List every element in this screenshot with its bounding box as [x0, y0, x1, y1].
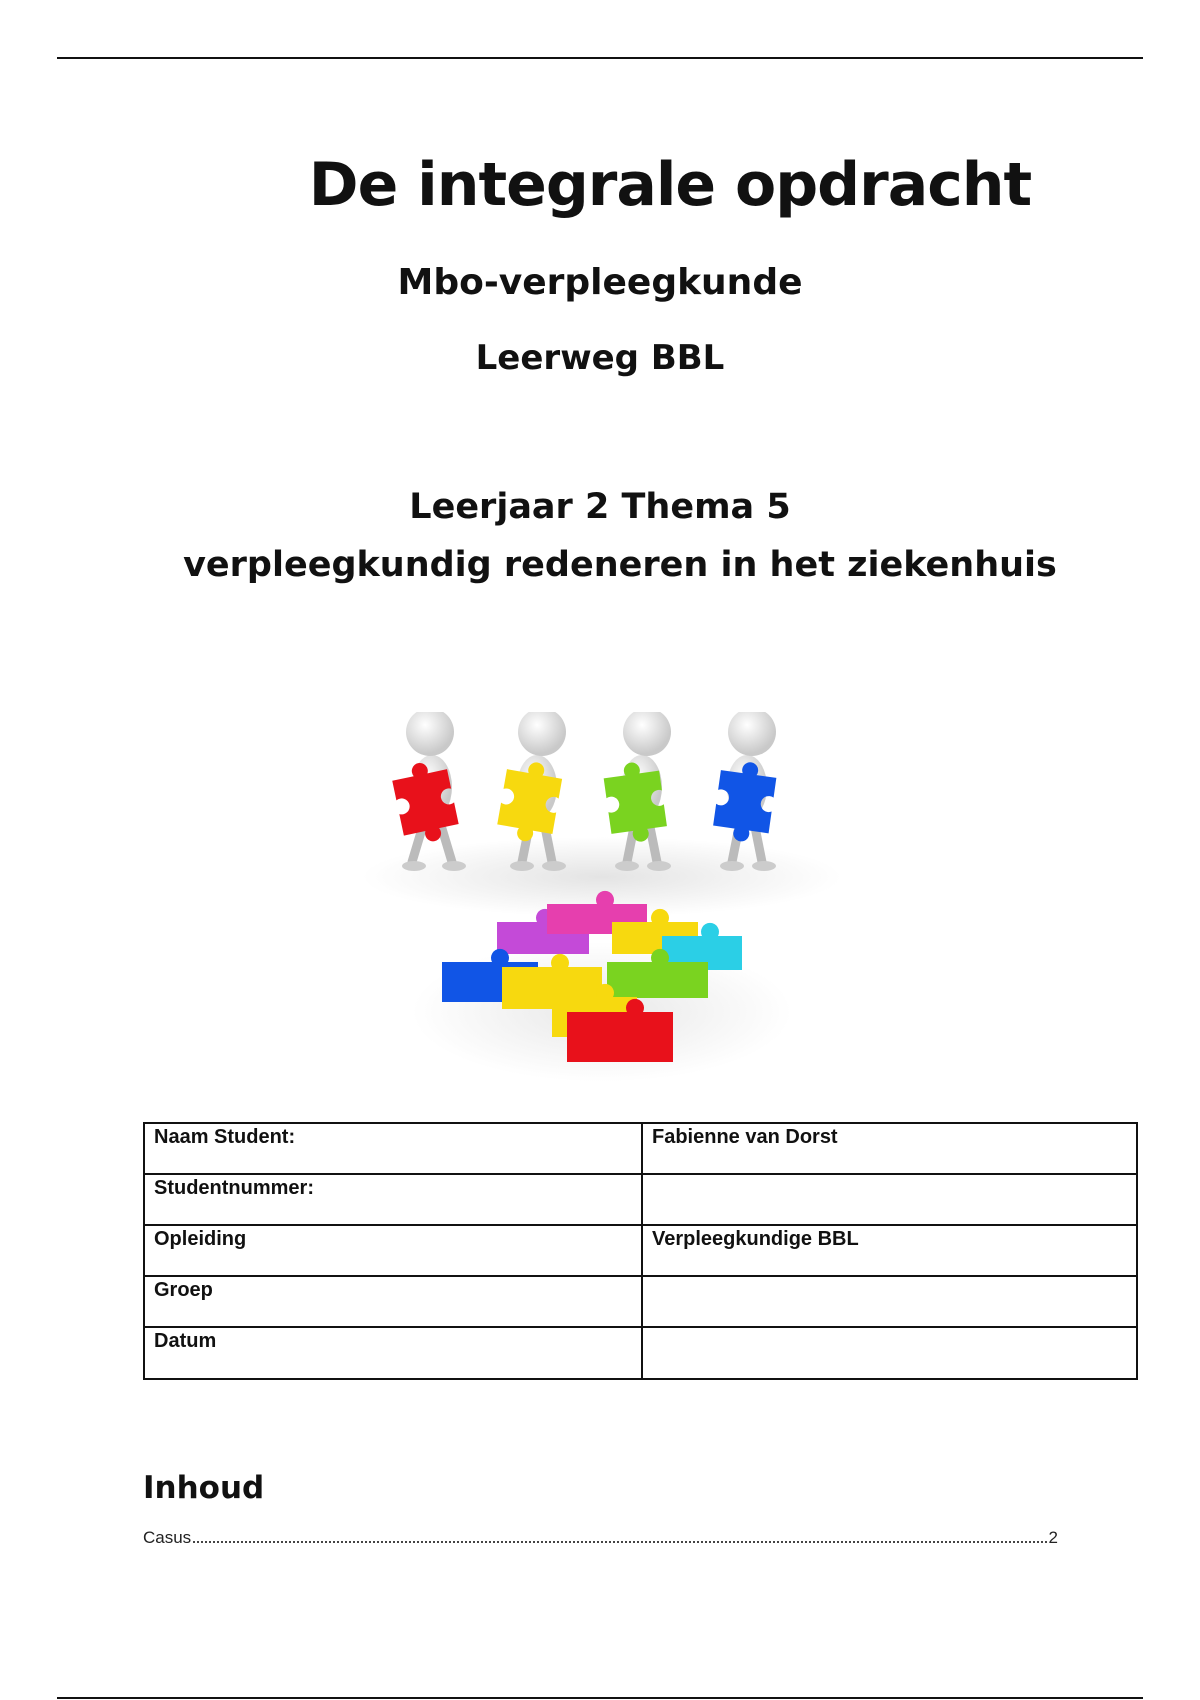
document-title: De integrale opdracht [308, 150, 1032, 220]
value-groep [642, 1276, 1137, 1327]
label-datum: Datum [144, 1327, 642, 1379]
table-row [144, 1225, 1137, 1276]
program-subtitle: Mbo-verpleegkunde [397, 262, 803, 303]
table-row [144, 1123, 1137, 1174]
value-studentnummer [642, 1174, 1137, 1225]
value-datum [642, 1327, 1137, 1379]
toc-entry-page: 2 [1048, 1528, 1058, 1547]
label-groep: Groep [144, 1276, 642, 1327]
value-naam-student: Fabienne van Dorst [642, 1123, 1137, 1174]
year-theme-subtitle: Leerjaar 2 Thema 5 [409, 487, 791, 527]
toc-entry-label[interactable]: Casus [143, 1528, 192, 1547]
theme-description-subtitle: verpleegkundig redeneren in het ziekenhuis [183, 545, 1057, 585]
learning-path-subtitle: Leerweg BBL [475, 338, 725, 378]
puzzle-people-illustration [352, 712, 846, 1102]
top-rule [57, 57, 1143, 59]
label-studentnummer: Studentnummer: [144, 1174, 642, 1225]
label-opleiding: Opleiding [144, 1225, 642, 1276]
bottom-rule [57, 1697, 1143, 1699]
value-opleiding: Verpleegkundige BBL [642, 1225, 1137, 1276]
toc-dot-leader [193, 1541, 1046, 1543]
toc-entry-casus[interactable] [143, 1528, 1058, 1548]
student-info-table [143, 1122, 1138, 1380]
label-naam-student: Naam Student: [144, 1123, 642, 1174]
toc-heading: Inhoud [143, 1470, 265, 1506]
table-row [144, 1174, 1137, 1225]
table-row [144, 1327, 1137, 1379]
table-row [144, 1276, 1137, 1327]
